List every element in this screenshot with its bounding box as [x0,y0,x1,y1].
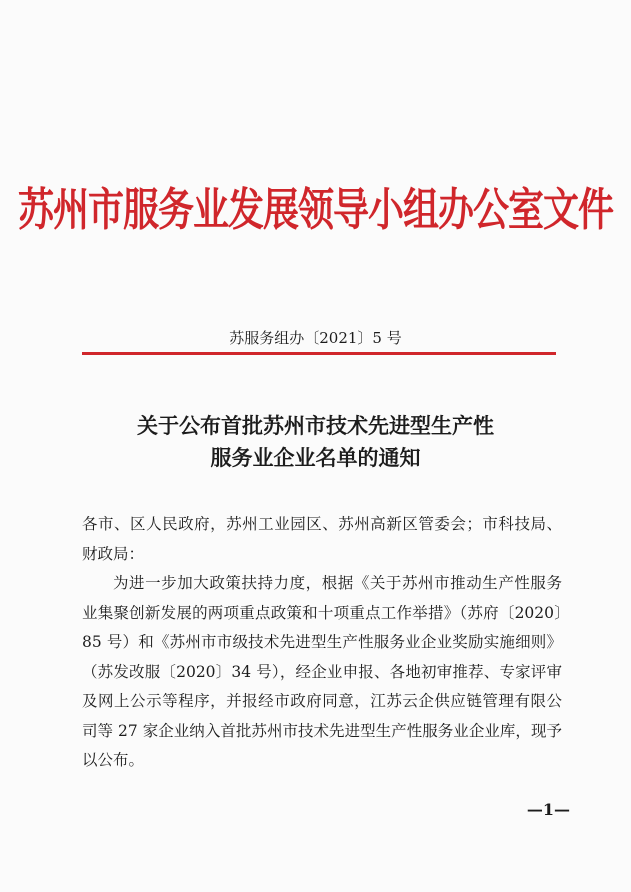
body-paragraph: 为进一步加大政策扶持力度，根据《关于苏州市推动生产性服务业集聚创新发展的两项重点政策和十项重点工作举措》（苏府〔2020〕85 号）和《苏州市市级技术先进型生产性服务业企业奖励实施细则》（苏发改服〔2020〕34 号），经企业申报、各地初审推荐、专家评审及网上公示等程序，并报经市政府同意，江苏云企供应链管理有限公司等 27 家企业纳入首批苏州市技术先进型生产性服务业企业库，现予以公布。 [82,574,562,769]
addressee-line: 各市、区人民政府，苏州工业园区、苏州高新区管委会；市科技局、财政局： [82,515,562,563]
page-number: —1— [526,800,570,819]
notice-title-line-1: 关于公布首批苏州市技术先进型生产性 [137,413,494,438]
document-body [82,510,562,776]
red-divider-line [82,352,556,355]
notice-title-line-2: 服务业企业名单的通知 [210,445,421,470]
notice-title [0,410,631,474]
document-number: 苏服务组办〔2021〕5 号 [229,329,402,347]
document-header-title: 苏州市服务业发展领导小组办公室文件 [17,185,613,237]
